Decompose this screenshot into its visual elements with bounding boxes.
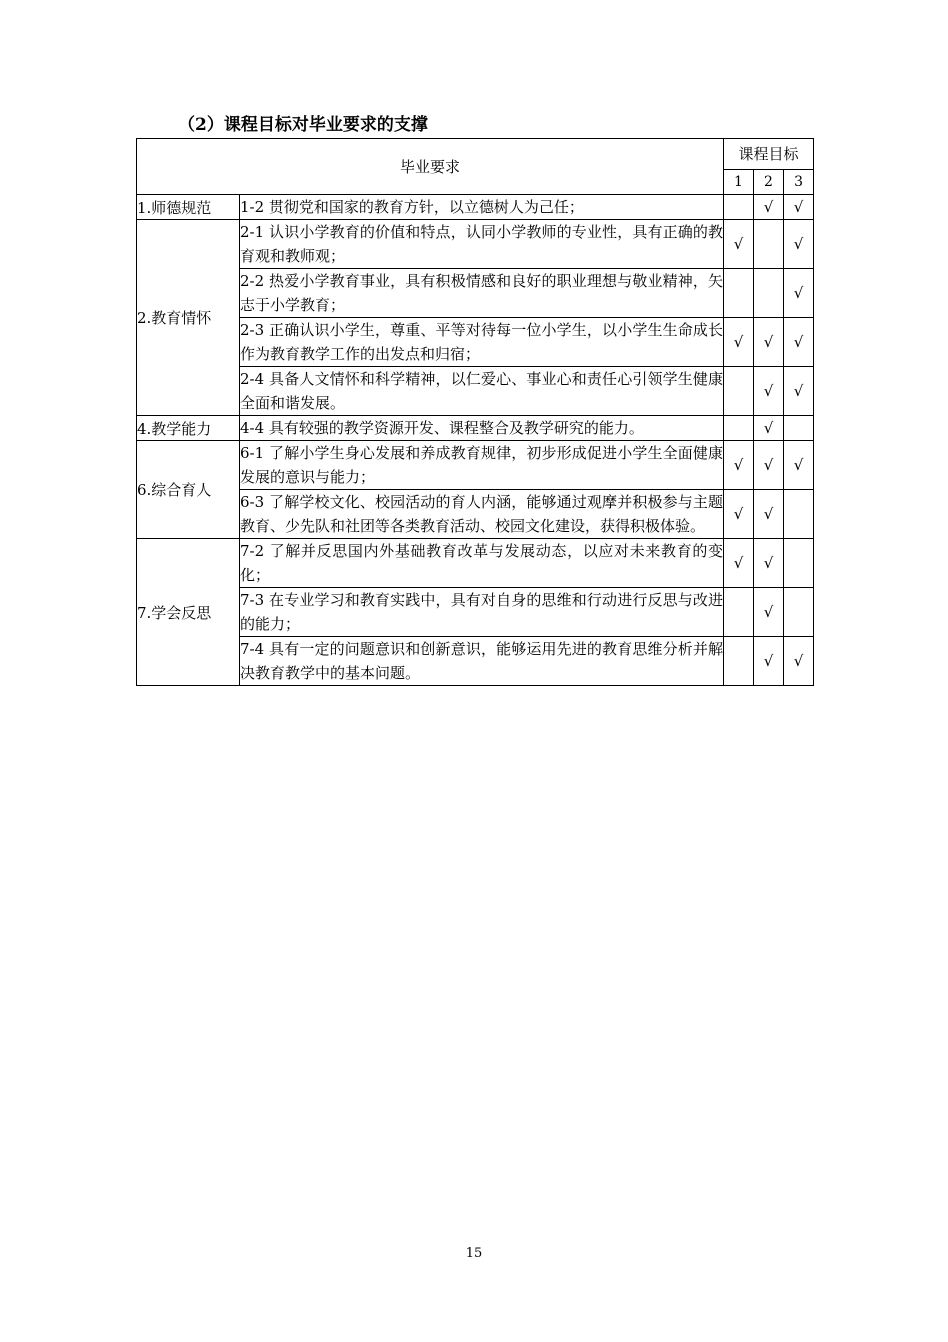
goal-1-mark: √ — [724, 318, 754, 367]
table-row — [137, 539, 814, 588]
goal-1-mark — [724, 416, 754, 441]
support-table — [136, 138, 814, 686]
table-body — [137, 139, 814, 686]
requirement-cell: 1-2 贯彻党和国家的教育方针，以立德树人为己任； — [240, 195, 724, 220]
category-cell: 7.学会反思 — [137, 539, 240, 686]
requirement-cell: 7-2 了解并反思国内外基础教育改革与发展动态，以应对未来教育的变化； — [240, 539, 724, 588]
requirement-cell: 4-4 具有较强的教学资源开发、课程整合及教学研究的能力。 — [240, 416, 724, 441]
goal-2-mark: √ — [754, 416, 784, 441]
goal-1-mark — [724, 588, 754, 637]
header-requirements: 毕业要求 — [137, 139, 724, 195]
category-cell: 4.教学能力 — [137, 416, 240, 441]
goal-3-mark: √ — [784, 441, 814, 490]
header-goals: 课程目标 — [724, 139, 814, 170]
goal-3-mark: √ — [784, 269, 814, 318]
requirement-cell: 7-4 具有一定的问题意识和创新意识，能够运用先进的教育思维分析并解决教育教学中的基本问题。 — [240, 637, 724, 686]
goal-3-mark — [784, 588, 814, 637]
requirement-cell: 7-3 在专业学习和教育实践中，具有对自身的思维和行动进行反思与改进的能力； — [240, 588, 724, 637]
goal-2-mark — [754, 269, 784, 318]
goal-2-mark: √ — [754, 588, 784, 637]
goal-2-mark: √ — [754, 195, 784, 220]
table-row — [137, 195, 814, 220]
goal-3-mark: √ — [784, 318, 814, 367]
goal-3-mark — [784, 539, 814, 588]
table-row — [137, 220, 814, 269]
goal-1-mark — [724, 637, 754, 686]
goal-2-mark: √ — [754, 318, 784, 367]
goal-3-mark: √ — [784, 195, 814, 220]
goal-1-mark — [724, 367, 754, 416]
requirement-cell: 2-4 具备人文情怀和科学精神，以仁爱心、事业心和责任心引领学生健康全面和谐发展。 — [240, 367, 724, 416]
requirement-cell: 2-2 热爱小学教育事业，具有积极情感和良好的职业理想与敬业精神，矢志于小学教育； — [240, 269, 724, 318]
goal-3-mark: √ — [784, 367, 814, 416]
goal-3-mark: √ — [784, 637, 814, 686]
category-cell: 2.教育情怀 — [137, 220, 240, 416]
goal-2-mark: √ — [754, 441, 784, 490]
goal-1-mark — [724, 269, 754, 318]
requirement-cell: 6-3 了解学校文化、校园活动的育人内涵，能够通过观摩并积极参与主题教育、少先队和社团等各类教育活动、校园文化建设，获得积极体验。 — [240, 490, 724, 539]
goal-1-mark: √ — [724, 220, 754, 269]
goal-3-mark — [784, 490, 814, 539]
category-cell: 6.综合育人 — [137, 441, 240, 539]
table-row — [137, 441, 814, 490]
goal-number-1: 1 — [724, 169, 754, 194]
goal-3-mark: √ — [784, 220, 814, 269]
goal-number-3: 3 — [784, 169, 814, 194]
requirement-cell: 6-1 了解小学生身心发展和养成教育规律，初步形成促进小学生全面健康发展的意识与能力； — [240, 441, 724, 490]
goal-1-mark: √ — [724, 490, 754, 539]
goal-2-mark: √ — [754, 490, 784, 539]
goal-3-mark — [784, 416, 814, 441]
goal-1-mark: √ — [724, 441, 754, 490]
page-number: 15 — [465, 1246, 483, 1261]
section-title: （2）课程目标对毕业要求的支撑 — [178, 115, 428, 135]
goal-number-2: 2 — [754, 169, 784, 194]
requirement-cell: 2-1 认识小学教育的价值和特点，认同小学教师的专业性，具有正确的教育观和教师观； — [240, 220, 724, 269]
goal-2-mark: √ — [754, 637, 784, 686]
table-row — [137, 416, 814, 441]
goal-2-mark: √ — [754, 539, 784, 588]
category-cell: 1.师德规范 — [137, 195, 240, 220]
goal-1-mark: √ — [724, 539, 754, 588]
goal-1-mark — [724, 195, 754, 220]
goal-2-mark — [754, 220, 784, 269]
goal-2-mark: √ — [754, 367, 784, 416]
header-row-top — [137, 139, 814, 170]
requirement-cell: 2-3 正确认识小学生，尊重、平等对待每一位小学生，以小学生生命成长作为教育教学工作的出发点和归宿； — [240, 318, 724, 367]
